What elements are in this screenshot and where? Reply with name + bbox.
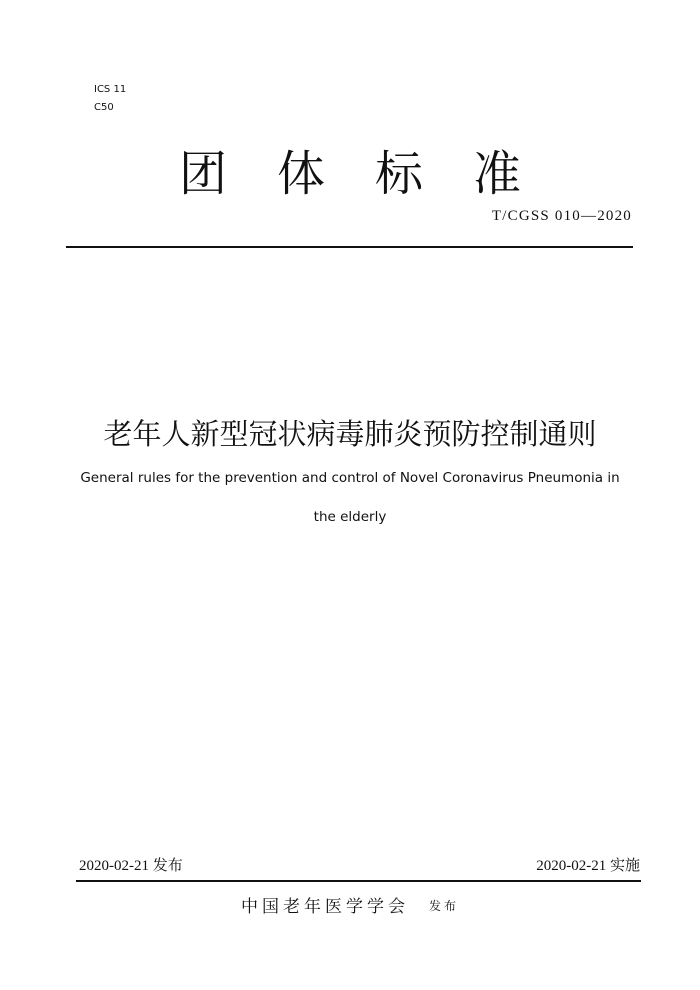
- standard-type-char: 标: [375, 146, 424, 202]
- standard-type-title: [0, 135, 700, 204]
- standard-number: T/CGSS 010—2020: [491, 208, 632, 224]
- standard-type-char: 准: [473, 146, 522, 202]
- issuer-name: 中国老年医学学会: [240, 897, 409, 917]
- english-title-line1: General rules for the prevention and control of Novel Coronavirus Pneumonia in: [80, 470, 620, 486]
- standard-type-char: 体: [277, 146, 326, 202]
- header-divider: [66, 246, 633, 248]
- implement-date: 2020-02-21 实施: [536, 858, 640, 874]
- publish-date: 2020-02-21 发布: [79, 858, 183, 874]
- chinese-title: 老年人新型冠状病毒肺炎预防控制通则: [103, 417, 597, 451]
- ccs-code: C50: [94, 102, 114, 113]
- issuer: [0, 892, 700, 917]
- english-title-line2: the elderly: [313, 509, 387, 525]
- ics-code: ICS 11: [94, 84, 127, 95]
- standard-type-char: 团: [179, 146, 228, 202]
- footer-divider: [76, 880, 641, 882]
- issuer-action: 发布: [428, 899, 459, 913]
